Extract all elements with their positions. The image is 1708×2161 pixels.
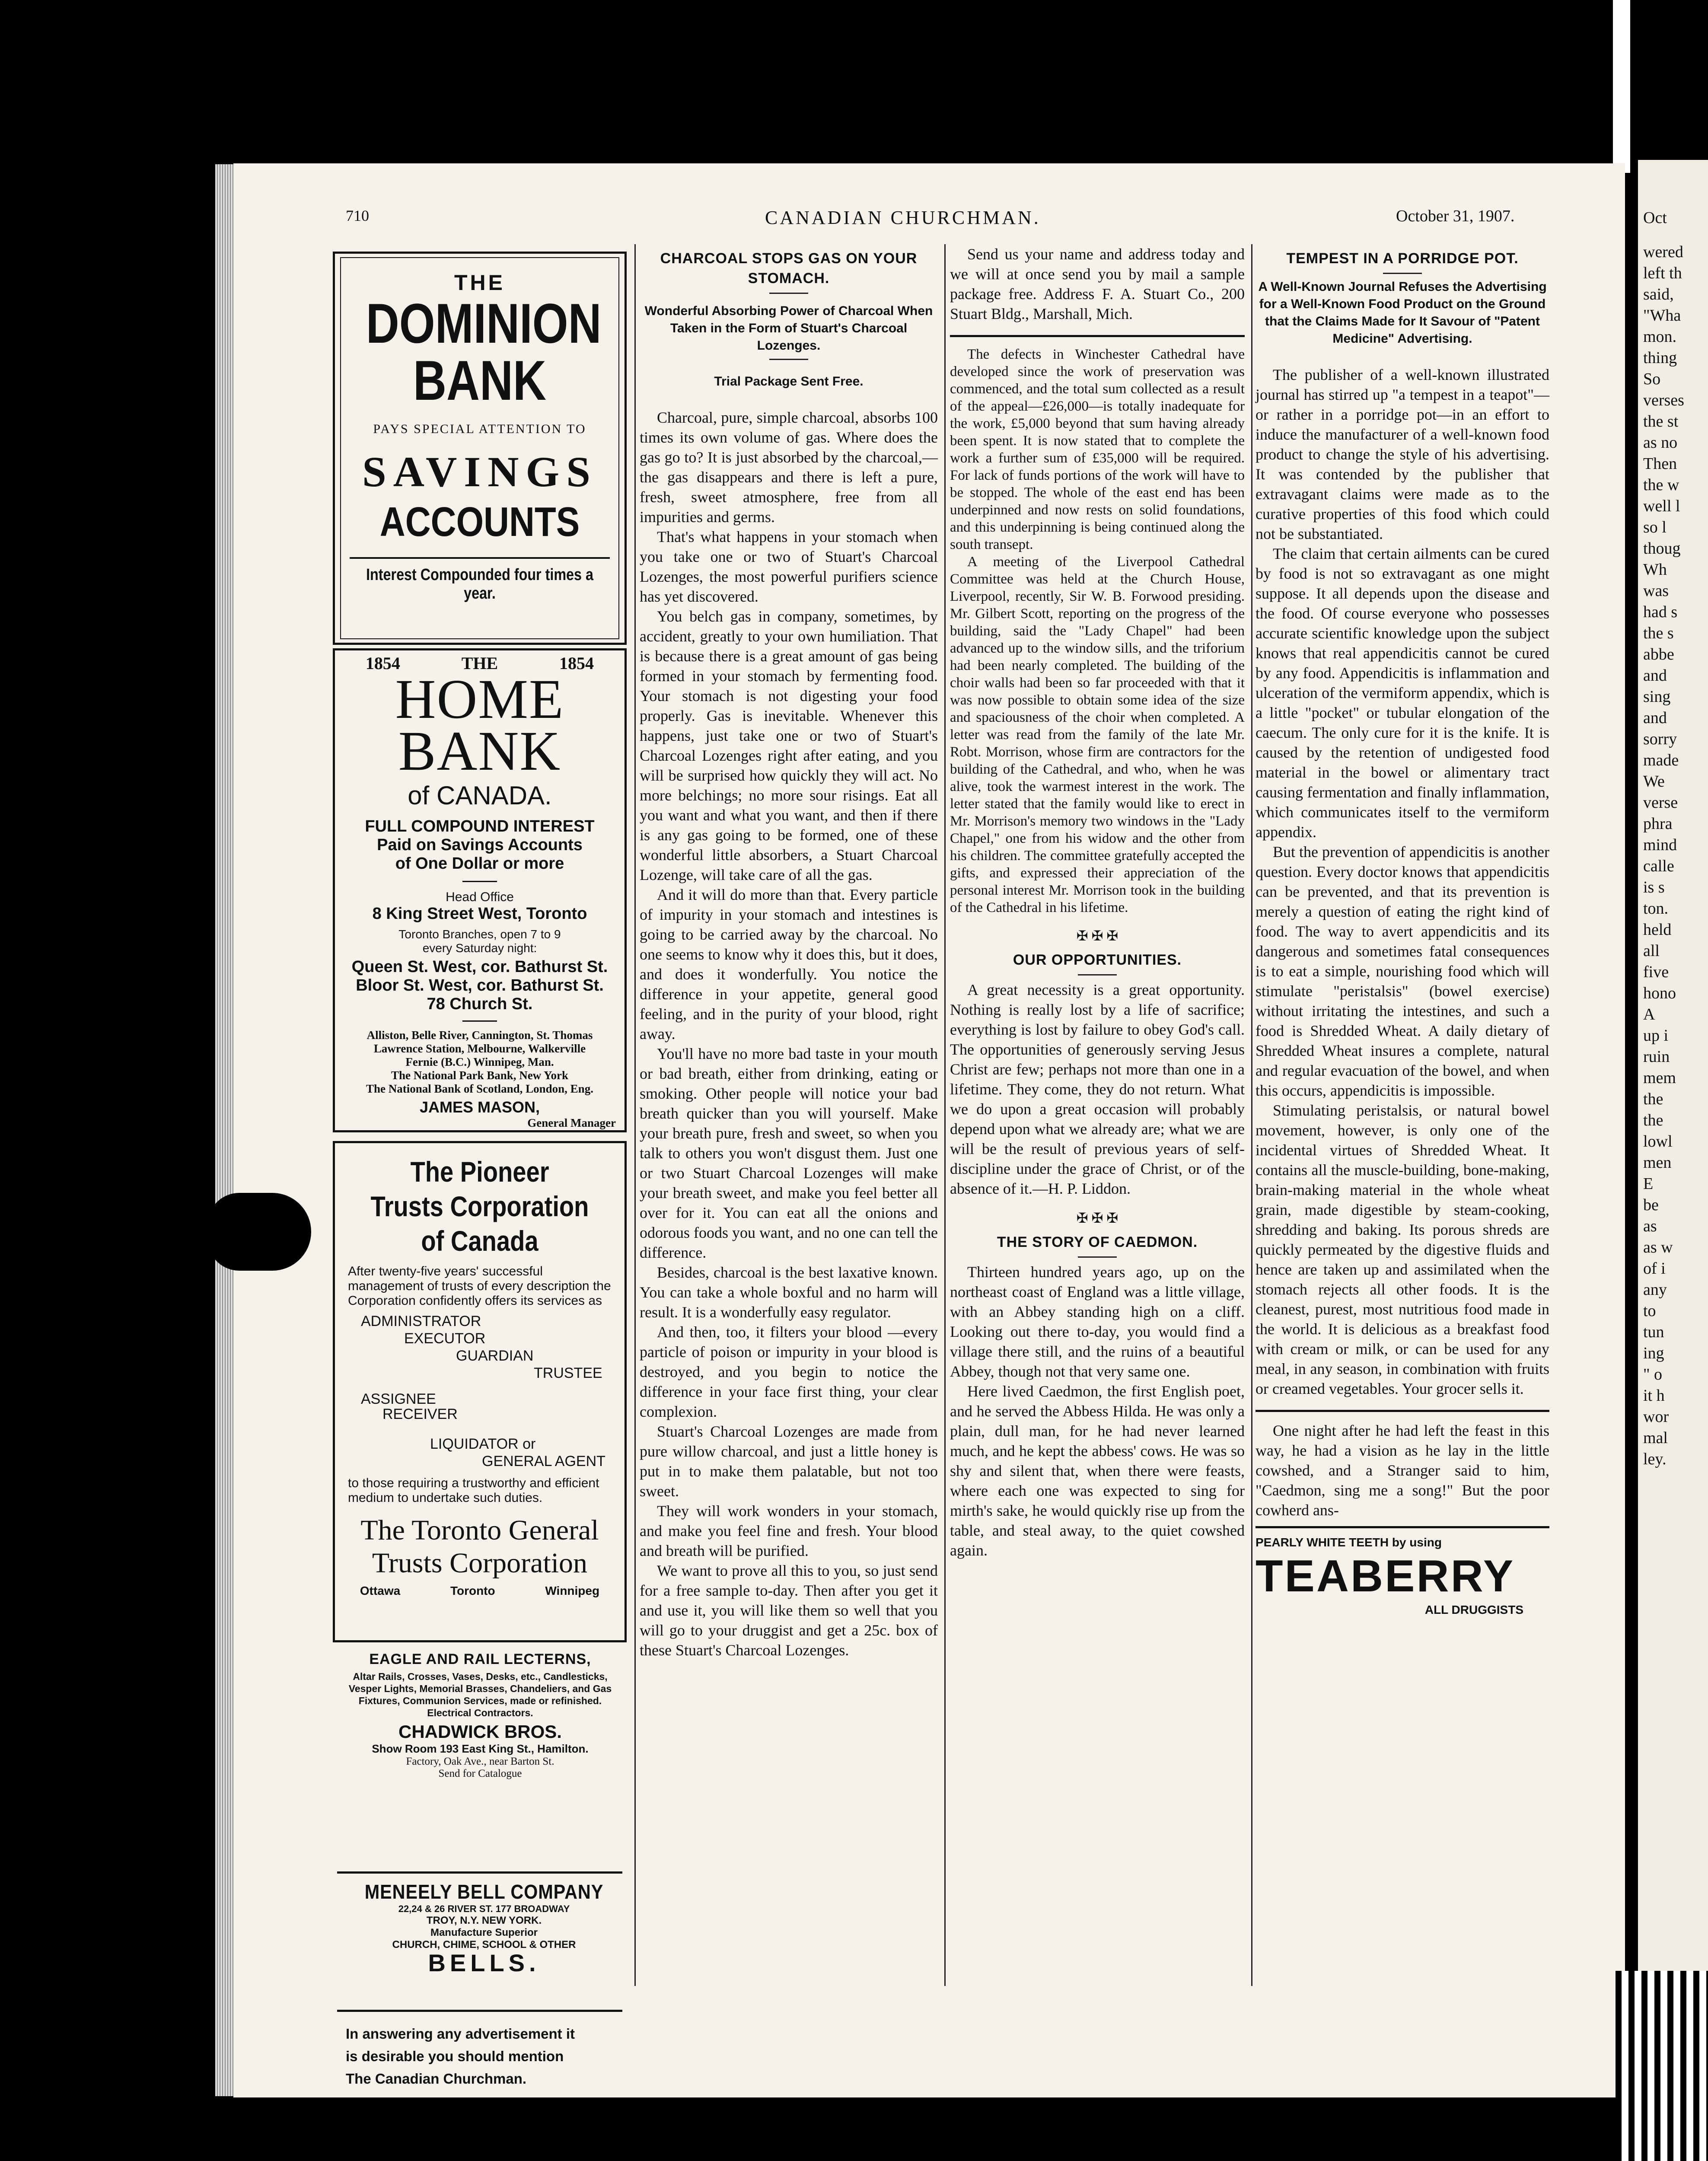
facing-page-line: and (1643, 709, 1667, 727)
ad-text: EXECUTOR (404, 1330, 486, 1347)
ad-text: THE (454, 271, 505, 295)
ad-text: 1854 (365, 653, 400, 673)
paragraph: One night after he had left the feast in this way, he had a vision as he lay in the little cowshed, and a Stranger said to him, "Caedmon, sing me a song!" But the poor cowherd ans- (1256, 1422, 1549, 1519)
paragraph: You'll have no more bad taste in your mouth or bad breath, either from drinking, eating or smoking. Other people will notice your bad breath quicker than you will yourself. Make your breath pure, fresh and sweet, so when you talk to others you won't disgust them. Just one or two Stuart Charcoal Lozenges will make your breath sweet, and make you feel better all over for it. You can eat all the onions and odorous foods you want, and no one can tell the difference. (640, 1045, 938, 1261)
facing-page-line: mon. (1643, 328, 1677, 346)
notice-line: In answering any advertisement it (346, 2026, 575, 2042)
facing-page-line: Wh (1643, 561, 1667, 579)
facing-page-line: mem (1643, 1069, 1676, 1087)
advertising-notice (346, 2023, 627, 2090)
column-rule (634, 244, 636, 1986)
ad-heading: SAVINGS (362, 448, 597, 496)
ad-text: The National Bank of Scotland, London, Eng. (366, 1082, 593, 1095)
ad-text: 78 Church St. (427, 995, 533, 1013)
facing-page-line: hono (1643, 984, 1676, 1002)
facing-page-line: and (1643, 666, 1667, 685)
ad-text: RECEIVER (382, 1406, 458, 1422)
ad-text: GENERAL AGENT (482, 1453, 605, 1469)
paragraph: Send us your name and address today and we will at once send you by mail a sample package free. Address F. A. Stuart Co., 200 Stuart Bldg., Marshall, Mich. (950, 245, 1245, 322)
facing-page-line: as no (1643, 433, 1678, 452)
facing-page-line: "Wha (1643, 306, 1681, 325)
article-title: CHARCOAL STOPS GAS ON YOUR STOMACH. (660, 250, 918, 287)
ad-text: Bloor St. West, cor. Bathurst St. (356, 976, 604, 994)
paragraph: The defects in Winchester Cathedral have developed since the work of preservation was commenced, and the total sum collected as a result of the appeal—£26,000—is totally inadequate for the work, £5,000 beyond that sum having already been spent. It is now stated that to complete the work a further sum of £35,000 will be required. For lack of funds portions of the work will have to be stopped. The whole of the east end has been underpinned and now rests on solid foundations, and this underpinning is being continued along the south transept. (950, 347, 1245, 552)
ad-text: PAYS SPECIAL ATTENTION TO (373, 422, 586, 436)
ad-text: FULL COMPOUND INTEREST (365, 817, 595, 835)
paragraph: And it will do more than that. Every particle of impurity in your stomach and intestines is going to be carried away by the charcoal. No one seems to know why it does this, but it does, and does it wonderfully. You notice the difference in your appetite, general good feeling, and in the purity of your blood, right away. (640, 886, 938, 1042)
ad-text: 1854 (559, 653, 594, 673)
facing-page-line: all (1643, 942, 1660, 960)
facing-page-line: wered (1643, 243, 1683, 261)
notice-line: is desirable you should mention (346, 2048, 564, 2064)
ad-text: GUARDIAN (456, 1348, 534, 1364)
facing-page-line: is s (1643, 878, 1665, 896)
facing-page-line: to (1643, 1302, 1656, 1320)
ad-text: Alliston, Belle River, Cannington, St. Thomas (366, 1029, 593, 1042)
page-title: CANADIAN CHURCHMAN. (765, 207, 1041, 228)
facing-page-line: phra (1643, 815, 1673, 833)
paragraph: Thirteen hundred years ago, up on the northeast coast of England was a little village, with an Abbey standing high on a cliff. Looking out there to-day, you would find a village there still, and the ruins of a beautiful Abbey, though not that very same one. (950, 1263, 1245, 1380)
facing-page-line: ton. (1643, 899, 1669, 918)
ad-text: The National Park Bank, New York (391, 1069, 569, 1082)
facing-page-line: mind (1643, 836, 1677, 854)
ad-heading: EAGLE AND RAIL LECTERNS, (369, 1651, 591, 1667)
column-four (1256, 244, 1549, 1620)
ad-text: Manufacture Superior (430, 1927, 538, 1938)
paragraph: The publisher of a well-known illustrated journal has stirred up "a tempest in a teapot"—or rather in a porridge pot—in an effort to induce the manufacturer of a well-known food product to change the style of his advertising. It was contended by the publisher that extravagant claims were made as to the curative properties of this food which could not be substantiated. (1256, 366, 1549, 542)
ad-text: TRUSTEE (534, 1365, 602, 1381)
paragraph: Stuart's Charcoal Lozenges are made from pure willow charcoal, and just a little honey is put in to make them palatable, but not too sweet. (640, 1423, 938, 1500)
facing-page-line: Oct (1643, 209, 1667, 227)
film-edge-bottom (1616, 1971, 1708, 2161)
page-number: 710 (346, 207, 369, 224)
facing-page-line: ley. (1643, 1450, 1667, 1468)
teaberry-ad-line: PEARLY WHITE TEETH by using (1256, 1536, 1442, 1549)
ad-heading: of CANADA. (408, 781, 552, 810)
article-title: OUR OPPORTUNITIES. (1013, 952, 1182, 968)
facing-page-line: Then (1643, 455, 1677, 473)
paragraph: Besides, charcoal is the best laxative known. You can take a whole boxful and no harm will result. It is a wonderfully easy regulator. (640, 1264, 938, 1321)
ad-text: Head Office (446, 890, 514, 904)
ad-heading: ACCOUNTS (379, 499, 580, 545)
facing-page-line: wor (1643, 1408, 1669, 1426)
article-title: TEMPEST IN A PORRIDGE POT. (1286, 250, 1519, 267)
facing-page-line: five (1643, 963, 1669, 981)
facing-page-line: made (1643, 751, 1679, 769)
paragraph: Here lived Caedmon, the first English poet, and he served the Abbess Hilda. He was only a plain, dull man, for he had never learned much, and he kept the abbess' cows. He was so shy and silent that, when there were feasts, where each one was expected to sing for mirth's sake, he would quickly rise up from the table, and steal away, to the quiet cowshed again. (950, 1383, 1245, 1559)
facing-page-line: the (1643, 1111, 1663, 1129)
facing-page (1638, 160, 1708, 2014)
facing-page-line: A (1643, 1005, 1655, 1023)
facing-page-line: had s (1643, 603, 1678, 621)
teaberry-ad-line: ALL DRUGGISTS (1424, 1603, 1523, 1616)
column-three (950, 244, 1245, 1560)
facing-page-line: ruin (1643, 1048, 1670, 1066)
facing-page-line: sing (1643, 688, 1671, 706)
facing-page-line: the s (1643, 624, 1674, 642)
ad-text: Ottawa (360, 1584, 401, 1597)
facing-page-line: verse (1643, 794, 1678, 812)
ad-heading: The Toronto General (360, 1514, 599, 1546)
facing-page-line: the st (1643, 412, 1679, 430)
paragraph: Stimulating peristalsis, or natural bowel movement, however, is only one of the incidental virtues of Shredded Wheat. It contains all the muscle-building, bone-making, brain-making material in the whole wheat grain, made digestible by steam-cooking, shredding and baking. Its porous shreds are quickly permeated by the digestive fluids and hence are taken up and assimilated when the stomach rejects all other foods. It is the cleanest, purest, most nutritious food made in the world. It is delicious as a breakfast food with cream or milk, or can be used for any meal, in any season, in combination with fruits or creamed vegetables. Your grocer sells it. (1256, 1102, 1549, 1397)
article-subtitle: Trial Package Sent Free. (714, 374, 864, 389)
facing-page-line: left th (1643, 264, 1682, 282)
facing-page-line: as w (1643, 1238, 1673, 1256)
ad-text: Winnipeg (545, 1584, 600, 1597)
facing-page-line: We (1643, 772, 1665, 790)
ad-heading: MENEELY BELL COMPANY (364, 1881, 604, 1903)
ad-text: Altar Rails, Crosses, Vases, Desks, etc., Candlesticks, Vesper Lights, Memorial Brasses, Chandeliers, and Gas Fixtures, Communion Services, made or refinished. Electrical Contractors. (348, 1671, 612, 1718)
facing-page-line: well l (1643, 497, 1680, 515)
facing-page-line: tun (1643, 1323, 1664, 1341)
ad-text: Show Room 193 East King St., Hamilton. (372, 1742, 589, 1755)
pioneer-trusts-ad (333, 1141, 627, 1642)
facing-page-line: the (1643, 1090, 1663, 1108)
paragraph: You belch gas in company, sometimes, by accident, greatly to your own humiliation. That is because there is a great amount of gas being formed in your stomach by fermenting food. Your stomach is not digesting your food properly. Gas is inevitable. Whenever this happens, just take one or two of Stuart's Charcoal Lozenges right after eating, and you will be surprised how quickly they will act. No more belchings; no more sour risings. Eat all you want and what you want, and then if there is any gas going to be formed, one of these wonderful little absorbers, a Stuart Charcoal Lozenge, will take care of all the gas. (640, 608, 938, 883)
home-bank-ad (333, 648, 627, 1132)
ad-heading: Trusts Corporation (370, 1190, 589, 1222)
ad-text: TROY, N.Y. NEW YORK. (426, 1915, 542, 1926)
facing-page-line: the w (1643, 476, 1679, 494)
ad-text: of One Dollar or more (395, 854, 564, 873)
ad-text: every Saturday night: (422, 941, 537, 955)
paragraph: A great necessity is a great opportunity. Nothing is really lost by a life of sacrifice; everything is lost by failure to obey God's call. The opportunities of generously serving Jesus Christ are few; perhaps not more than one in a lifetime. They come, they do not return. What we do upon a great occasion will probably depend upon what we already are; what we are will be the result of previous years of self-discipline under the grace of Christ, or of the absence of it.—H. P. Liddon. (950, 981, 1245, 1197)
facing-page-line: ing (1643, 1344, 1664, 1362)
facing-page-line: was (1643, 582, 1669, 600)
ad-heading: Trusts Corporation (372, 1547, 588, 1579)
facing-page-line: So (1643, 370, 1661, 388)
ad-text: 8 King Street West, Toronto (372, 905, 587, 923)
ad-heading: HOME BANK (395, 668, 564, 782)
ornament: ✠ ✠ ✠ (1076, 1210, 1118, 1226)
facing-page-line: verses (1643, 391, 1684, 409)
ad-heading: BANK (413, 349, 546, 412)
chadwick-ad (331, 1651, 629, 1780)
ad-text: After twenty-five years' successful management of trusts of every description the Corporation confidently offers its services as (348, 1264, 611, 1308)
paragraph: And then, too, it filters your blood —every particle of poison or impurity in your blood is destroyed, and you begin to notice the difference in your face first thing, your clear complexion. (640, 1323, 938, 1420)
charcoal-article (640, 244, 938, 1660)
facing-page-line: " o (1643, 1365, 1663, 1383)
ad-text: Factory, Oak Ave., near Barton St. (406, 1756, 554, 1767)
ad-text: ASSIGNEE (361, 1391, 436, 1407)
ad-heading: of Canada (421, 1225, 539, 1257)
ad-heading: The Pioneer (410, 1156, 549, 1188)
meneely-ad (341, 1880, 627, 1975)
paragraph: A meeting of the Liverpool Cathedral Committee was held at the Church House, Liverpool, recently, Sir W. B. Forwood presiding. Mr. Gilbert Scott, reporting on the progress of the building, said the "Lady Chapel" had been advanced up to the window sills, and the triforium had been nearly completed. The building of the choir walls had been so far proceeded with that it was now possible to obtain some idea of the size and spaciousness of the choir when completed. A letter was read from the family of the late Mr. Robt. Morrison, whose firm are contractors for the building of the Cathedral, and who, when he was alive, took the warmest interest in the work. The letter stated that the family would like to erect in Mr. Morrison's memory two windows in the "Lady Chapel," one from his widow and the other from his children. The committee gratefully accepted the gifts, and expressed their appreciation of the personal interest Mr. Morrison took in the building of the Cathedral in his lifetime. (950, 554, 1245, 915)
ad-text: Queen St. West, cor. Bathurst St. (351, 958, 608, 976)
ad-text: Paid on Savings Accounts (377, 836, 583, 854)
facing-page-line: any (1643, 1281, 1667, 1299)
teaberry-ad-brand: TEABERRY (1256, 1551, 1515, 1601)
dominion-bank-ad (333, 252, 627, 645)
page-date: October 31, 1907. (1396, 207, 1515, 225)
ad-text: JAMES MASON, (419, 1098, 540, 1116)
ad-text: General Manager (527, 1116, 616, 1129)
facing-page-line: up i (1643, 1026, 1669, 1045)
facing-page-line: as (1643, 1217, 1657, 1235)
ad-text: LIQUIDATOR or (430, 1436, 536, 1452)
article-title: THE STORY OF CAEDMON. (997, 1234, 1198, 1250)
facing-page-line: men (1643, 1154, 1672, 1172)
ad-text: Toronto (450, 1584, 495, 1597)
article-subtitle: Wonderful Absorbing Power of Charcoal When Taken in the Form of Stuart's Charcoal Lozenges. (644, 304, 933, 353)
facing-page-line: said, (1643, 285, 1674, 303)
ad-text: CHURCH, CHIME, SCHOOL & OTHER (392, 1939, 576, 1951)
facing-page-line: abbe (1643, 645, 1674, 663)
ad-text: Interest Compounded four times a year. (366, 566, 593, 602)
notice-line: The Canadian Churchman. (346, 2071, 527, 2087)
facing-page-line: of i (1643, 1259, 1666, 1278)
ad-heading: DOMINION (366, 292, 602, 355)
facing-page-line: lowl (1643, 1132, 1673, 1151)
facing-page-line: mal (1643, 1429, 1668, 1447)
facing-page-line: thing (1643, 349, 1677, 367)
column-rule (944, 244, 946, 1986)
facing-page-line: so l (1643, 518, 1667, 536)
ad-heading: CHADWICK BROS. (398, 1721, 562, 1742)
paragraph: We want to prove all this to you, so just send for a free sample to-day. Then after you get it and use it, you will like them so well that you will go to your druggist and get a 25c. box of these Stuart's Charcoal Lozenges. (640, 1562, 938, 1659)
facing-page-line: be (1643, 1196, 1659, 1214)
facing-page-line: E (1643, 1175, 1654, 1193)
ad-text: Lawrence Station, Melbourne, Walkerville (373, 1042, 586, 1055)
ornament: ✠ ✠ ✠ (1076, 928, 1118, 943)
ad-text: 22,24 & 26 RIVER ST. 177 BROADWAY (398, 1903, 570, 1914)
film-edge-top (1613, 0, 1630, 173)
paragraph: But the prevention of appendicitis is another question. Every doctor knows that appendicitis can be prevented, and that its prevention is merely a question of eating the right kind of food. The way to avert appendicitis and its dangerous and sometimes fatal consequences is to eat a simple, nourishing food which will stimulate "peristalsis" (bowel exercise) without irritating the intestines, and such a food is Shredded Wheat. A daily dietary of Shredded Wheat insures a complete, natural and regular evacuation of the bowel, and when this occurs, appendicitis is impossible. (1256, 843, 1549, 1099)
ad-text: THE (461, 653, 498, 673)
column-rule (1251, 244, 1252, 1986)
paragraph: They will work wonders in your stomach, and make you feel fine and fresh. Your blood and breath will be purified. (640, 1502, 938, 1559)
ad-text: Toronto Branches, open 7 to 9 (398, 928, 561, 941)
facing-page-line: calle (1643, 857, 1674, 875)
article-subtitle: A Well-Known Journal Refuses the Advertising for a Well-Known Food Product on the Ground that the Claims Made for It Savour of "Patent Medicine" Advertising. (1258, 280, 1547, 346)
ad-text: Send for Catalogue (438, 1768, 522, 1779)
paragraph: Charcoal, pure, simple charcoal, absorbs 100 times its own volume of gas. Where does the gas go to? It is just absorbed by the charcoal,—the gas disappears and there is left a pure, fresh, sweet atmosphere, free from all impurities and germs. (640, 409, 938, 526)
facing-page-line: held (1643, 921, 1672, 939)
ad-text: ADMINISTRATOR (361, 1313, 481, 1329)
facing-page-line: thoug (1643, 539, 1681, 558)
paragraph: The claim that certain ailments can be cured by food is not so extravagant as one might suppose. It all depends upon the disease and the food. Of course everyone who possesses accurate scientific knowledge upon the subject knows that real appendicitis cannot be cured by any food. Appendicitis is inflammation and ulceration of the vermiform appendix, which is a little "pocket" or tubular elongation of the caecum. The only cure for it is the knife. It is caused by the retention of undigested food material in the bowel or alimentary tract causing fermentation and finally inflammation, which communicates itself to the vermiform appendix. (1256, 545, 1549, 841)
thumb-shadow (207, 1193, 311, 1271)
ad-text: Fernie (B.C.) Winnipeg, Man. (405, 1055, 554, 1068)
facing-page-line: it h (1643, 1386, 1665, 1405)
ad-heading: BELLS. (428, 1949, 540, 1976)
facing-page-line: sorry (1643, 730, 1677, 748)
ad-text: to those requiring a trustworthy and efficient medium to undertake such duties. (348, 1476, 599, 1505)
paragraph: That's what happens in your stomach when you take one or two of Stuart's Charcoal Lozenges, the most powerful purifiers science has yet discovered. (640, 528, 938, 605)
